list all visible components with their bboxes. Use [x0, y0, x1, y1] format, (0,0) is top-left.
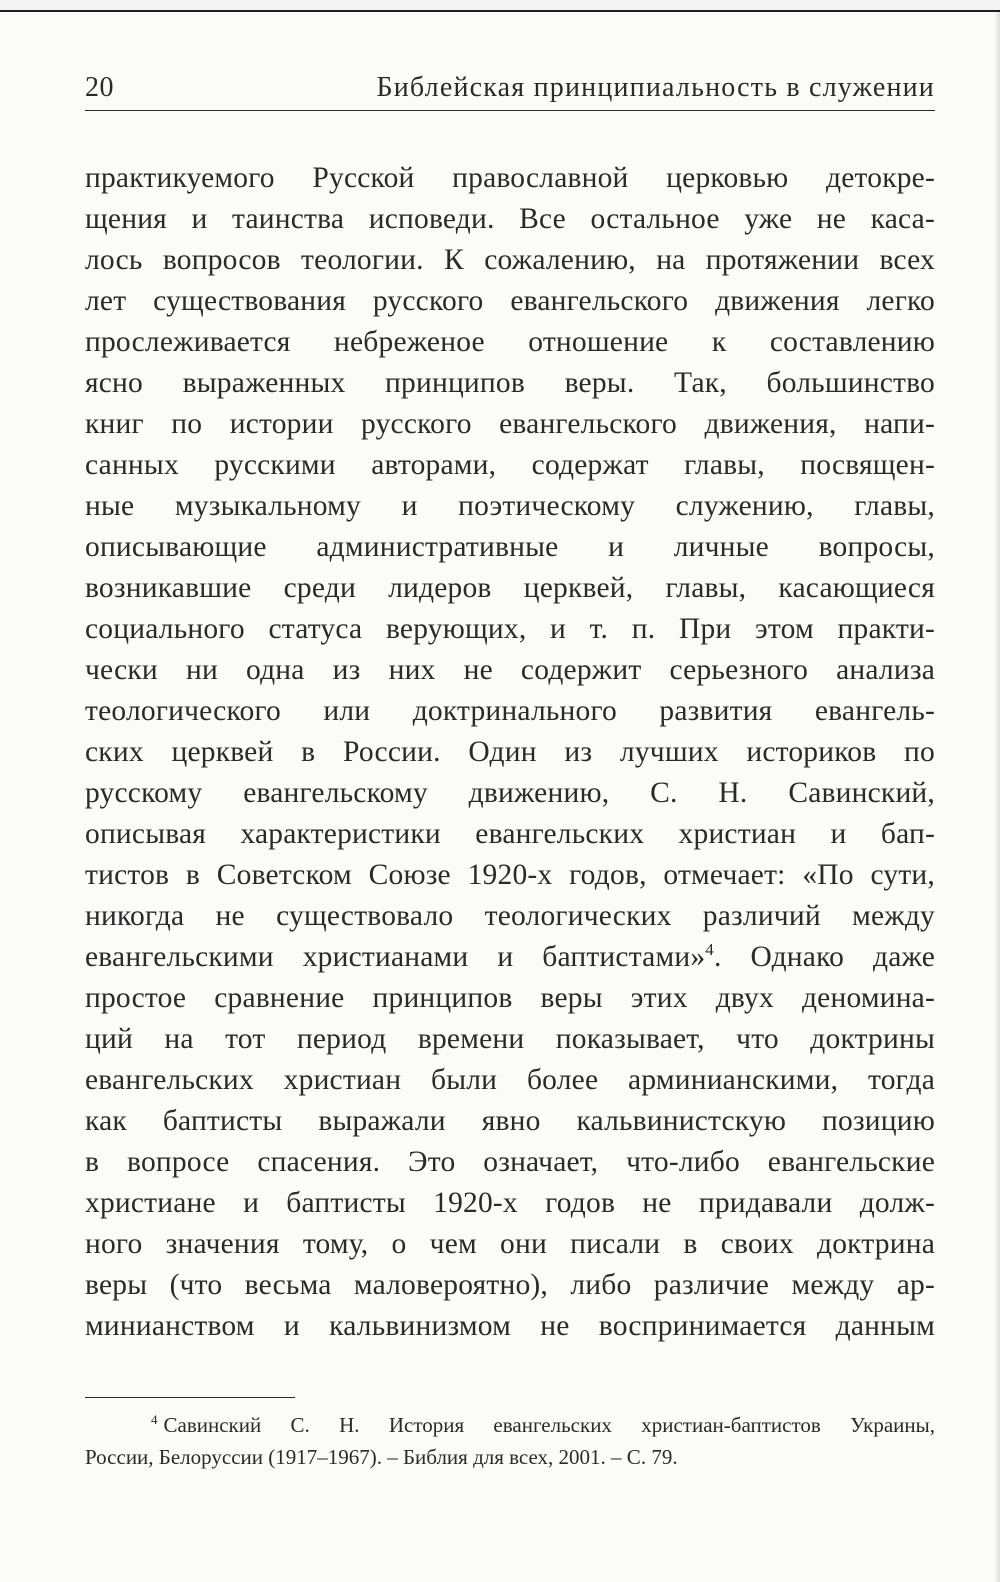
body-line: лет существования русского евангельского движения легко: [85, 285, 935, 317]
body-line: лось вопросов теологии. К сожалению, на протяжении всех: [85, 244, 935, 276]
footnote: [85, 1409, 935, 1473]
body-line: возникавшие среди лидеров церквей, главы, касающиеся: [85, 572, 935, 604]
body-line: ций на тот период времени показывает, что доктрины: [85, 1023, 935, 1055]
body-line-part: . Однако даже: [713, 941, 935, 973]
body-line: ные музыкальному и поэтическому служению, главы,: [85, 490, 935, 522]
body-line: тистов в Советском Союзе 1920-х годов, отмечает: «По сути,: [85, 859, 935, 891]
page-number: 20: [85, 72, 114, 103]
page-edge-shadow: [994, 10, 1000, 1582]
body-line: ских церквей в России. Один из лучших историков по: [85, 736, 935, 768]
body-line: щения и таинства исповеди. Все остальное уже не каса-: [85, 203, 935, 235]
footnote-rule: [85, 1397, 295, 1398]
footnote-line: России, Белоруссии (1917–1967). – Библия для всех, 2001. – С. 79.: [85, 1445, 678, 1469]
footnote-number: 4: [151, 1412, 158, 1427]
body-line: санных русскими авторами, содержат главы, посвящен-: [85, 449, 935, 481]
scan-top-border: [0, 0, 1000, 12]
body-line: описывающие административные и личные вопросы,: [85, 531, 935, 563]
body-line: никогда не существовало теологических различий между: [85, 900, 935, 932]
body-text: [85, 158, 935, 1347]
body-line: описывая характеристики евангельских христиан и бап-: [85, 818, 935, 850]
body-line-part: евангельскими христианами и баптистами»: [85, 941, 706, 973]
body-line: русскому евангельскому движению, С. Н. Савинский,: [85, 777, 935, 809]
body-line: книг по истории русского евангельского движения, напи-: [85, 408, 935, 440]
body-line: в вопросе спасения. Это означает, что-либо евангельские: [85, 1146, 935, 1178]
body-line: простое сравнение принципов веры этих двух деномина-: [85, 982, 935, 1014]
body-line-with-note-ref: [85, 937, 935, 978]
body-line: евангельских христиан были более арминианскими, тогда: [85, 1064, 935, 1096]
body-line: христиане и баптисты 1920-х годов не придавали долж-: [85, 1187, 935, 1219]
page-header: [85, 72, 935, 112]
footnote-reference[interactable]: 4: [705, 940, 714, 960]
header-rule: [85, 110, 935, 111]
body-line: практикуемого Русской православной церковью детокре-: [85, 162, 935, 194]
body-line: ного значения тому, о чем они писали в своих доктрина: [85, 1228, 935, 1260]
body-line: ясно выраженных принципов веры. Так, большинство: [85, 367, 935, 399]
body-line: как баптисты выражали явно кальвинистскую позицию: [85, 1105, 935, 1137]
running-title: Библейская принципиальность в служении: [376, 72, 935, 103]
body-line: минианством и кальвинизмом не воспринимается данным: [85, 1310, 935, 1342]
footnote-text: Савинский С. Н. История евангельских христиан-баптистов Украины,: [163, 1413, 935, 1437]
body-line: прослеживается небреженое отношение к составлению: [85, 326, 935, 358]
body-line: теологического или доктринального развития евангель-: [85, 695, 935, 727]
body-line: социального статуса верующих, и т. п. При этом практи-: [85, 613, 935, 645]
body-line: чески ни одна из них не содержит серьезного анализа: [85, 654, 935, 686]
footnote-line: [85, 1409, 935, 1441]
body-line: веры (что весьма маловероятно), либо различие между ар-: [85, 1269, 935, 1301]
